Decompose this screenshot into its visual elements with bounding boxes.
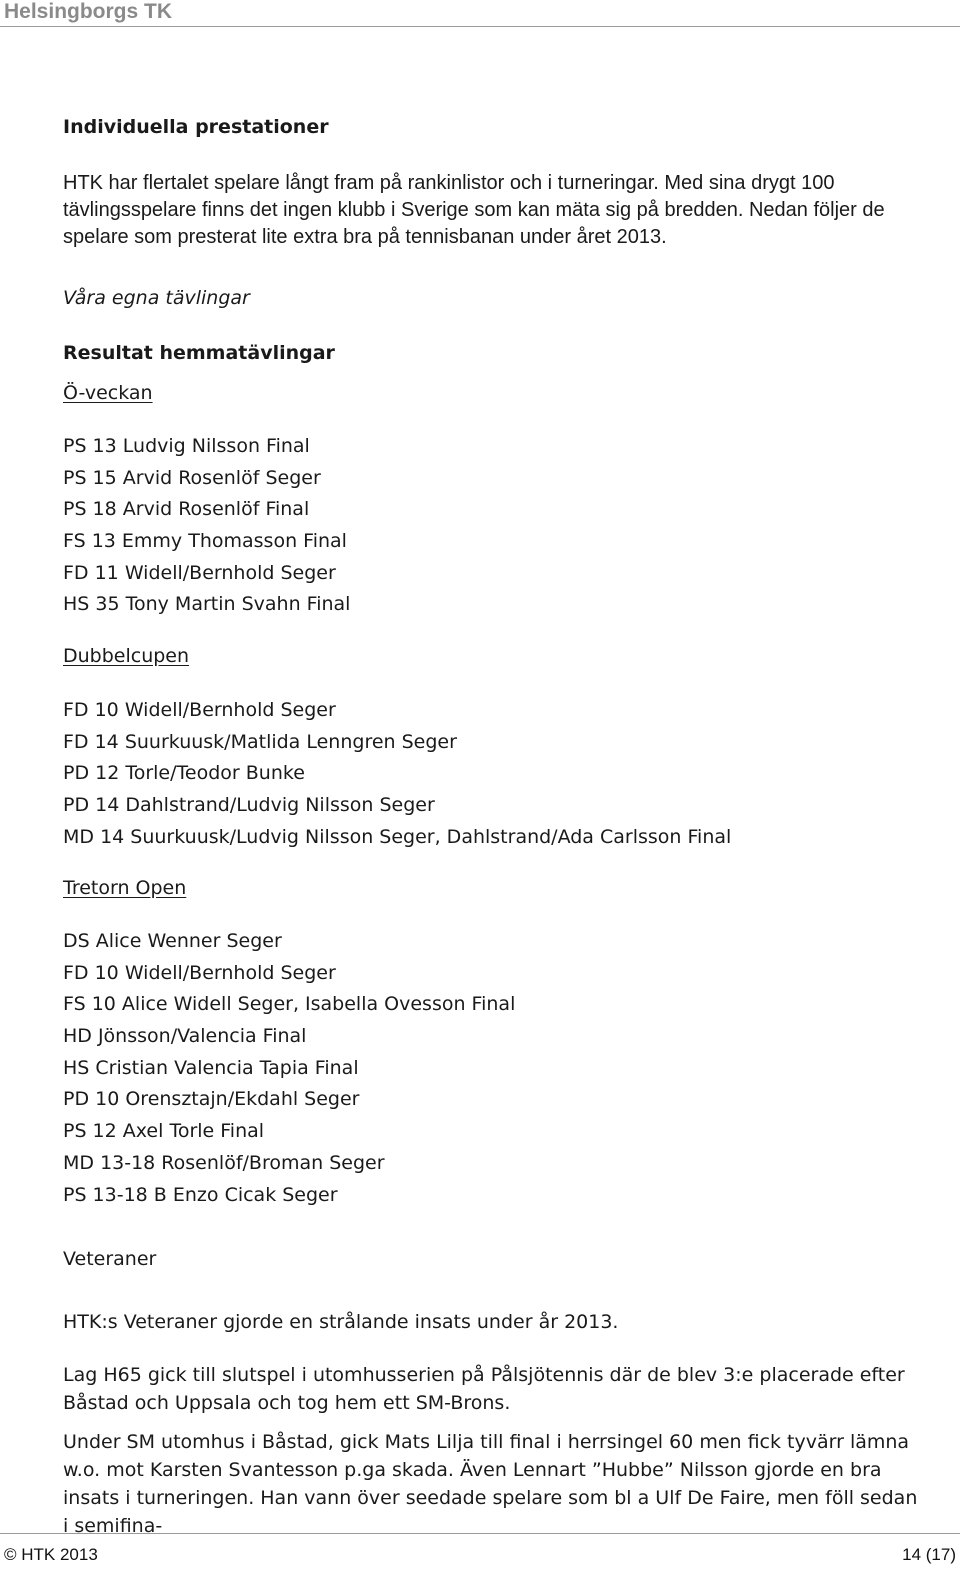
veterans-paragraph-3: Under SM utomhus i Båstad, gick Mats Lilja till final i herrsingel 60 men fick tyvärr lämna w.o. mot Karsten Svantesson p.ga skada. Även Lennart ”Hubbe” Nilsson gjorde en bra insats i turneringen. Han vann över seedade spelare som bl a Ulf De Faire, men föll sedan i semifina- [63,1431,918,1537]
list-item: HD Jönsson/Valencia Final [63,1025,307,1048]
list-item: PD 12 Torle/Teodor Bunke [63,762,305,785]
group-title-o-veckan: Ö-veckan [63,382,153,404]
header-divider [0,26,960,27]
intro-paragraph: HTK har flertalet spelare långt fram på rankinlistor och i turneringar. Med sina drygt 100 tävlingsspelare finns det ingen klubb i Sverige som kan mäta sig på bredden. Nedan följer de spelare som presterat lite extra bra på tennisbanan under året 2013. [63,172,885,248]
result-list-o-veckan [63,434,350,624]
veterans-paragraph-1: HTK:s Veteraner gjorde en strålande insats under år 2013. [63,1311,619,1333]
list-item: PS 18 Arvid Rosenlöf Final [63,498,310,521]
subtitle-own-competitions: Våra egna tävlingar [63,287,250,309]
footer-copyright: © HTK 2013 [4,1545,98,1564]
list-item: FS 10 Alice Widell Seger, Isabella Ovesson Final [63,993,516,1016]
list-item: PS 15 Arvid Rosenlöf Seger [63,466,321,489]
list-item: PS 12 Axel Torle Final [63,1120,265,1143]
footer-page-number: 14 (17) [902,1545,956,1564]
result-list-dubbelcupen [63,698,731,856]
list-item: FD 10 Widell/Bernhold Seger [63,699,336,721]
veterans-paragraph-2: Lag H65 gick till slutspel i utomhusserien på Pålsjötennis där de blev 3:e placerade efter Båstad och Uppsala och tog hem ett SM-Brons. [63,1364,905,1414]
list-item: DS Alice Wenner Seger [63,930,282,952]
group-title-dubbelcupen: Dubbelcupen [63,645,190,667]
group-title-tretorn-open: Tretorn Open [63,877,187,899]
list-item: MD 14 Suurkuusk/Ludvig Nilsson Seger, Dahlstrand/Ada Carlsson Final [63,825,732,848]
footer-divider [0,1533,960,1534]
subtitle-home-results: Resultat hemmatävlingar [63,342,335,364]
list-item: MD 13-18 Rosenlöf/Broman Seger [63,1151,385,1174]
list-item: HS Cristian Valencia Tapia Final [63,1056,359,1079]
list-item: FD 10 Widell/Bernhold Seger [63,961,336,984]
list-item: PS 13-18 B Enzo Cicak Seger [63,1183,338,1206]
document-header-title: Helsingborgs TK [4,0,173,23]
list-item: PD 14 Dahlstrand/Ludvig Nilsson Seger [63,794,435,817]
list-item: FD 14 Suurkuusk/Matlida Lenngren Seger [63,730,457,753]
list-item: FS 13 Emmy Thomasson Final [63,530,347,553]
veterans-title: Veteraner [63,1248,157,1270]
list-item: PS 13 Ludvig Nilsson Final [63,435,310,457]
result-list-tretorn-open [63,929,515,1214]
list-item: HS 35 Tony Martin Svahn Final [63,593,351,616]
list-item: FD 11 Widell/Bernhold Seger [63,561,336,584]
section-title: Individuella prestationer [63,116,329,138]
list-item: PD 10 Orensztajn/Ekdahl Seger [63,1088,360,1111]
